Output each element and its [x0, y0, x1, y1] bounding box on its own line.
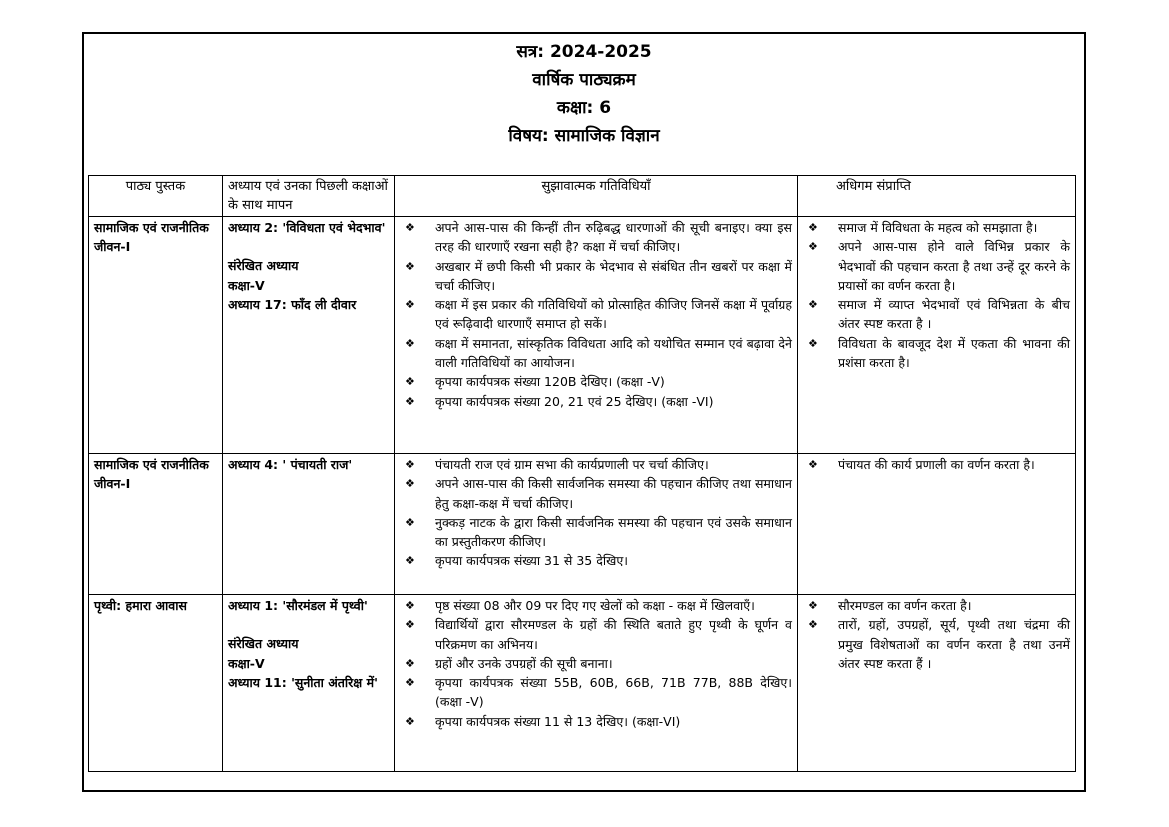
linked-heading: संरेखित अध्याय: [228, 636, 299, 652]
list-item: ❖ पंचायत की कार्य प्रणाली का वर्णन करता है।: [806, 455, 1070, 474]
textbook-cell: सामाजिक एवं राजनीतिक जीवन-I: [89, 217, 223, 454]
header-textbook: पाठ्य पुस्तक: [89, 176, 223, 217]
list-item: ❖ अपने आस-पास की किन्हीं तीन रुढ़िबद्ध धारणाओं की सूची बनाइए। क्या इस तरह की धारणाएँ रखना सही है? कक्षा में चर्चा कीजिए।: [403, 218, 792, 257]
list-item: ❖ कृपया कार्यपत्रक संख्या 55B, 60B, 66B, 71B 77B, 88B देखिए। (कक्षा -V): [403, 673, 792, 712]
outcomes-cell: [798, 454, 1076, 595]
session-line: सत्र: 2024-2025: [516, 42, 652, 62]
list-item: ❖ समाज में व्याप्त भेदभावों एवं विभिन्नता के बीच अंतर स्पष्ट करता है ।: [806, 295, 1070, 334]
list-item: ❖ सौरमण्डल का वर्णन करता है।: [806, 596, 1070, 615]
chapter-title: अध्याय 4: ' पंचायती राज': [228, 457, 353, 472]
chapter-title: अध्याय 2: 'विविधता एवं भेदभाव': [228, 220, 386, 235]
class-line: कक्षा: 6: [556, 98, 612, 118]
list-item: ❖ अपने आस-पास होने वाले विभिन्न प्रकार के भेदभावों की पहचान करता है तथा उन्हें दूर करने के प्रयासों का वर्णन करता है।: [806, 237, 1070, 295]
table-header-row: [89, 176, 1076, 217]
header-outcomes: अधिगम संप्राप्ति: [798, 176, 1076, 217]
chapter-cell: [223, 217, 395, 454]
table-row: [89, 217, 1076, 454]
textbook-cell: सामाजिक एवं राजनीतिक जीवन-I: [89, 454, 223, 595]
list-item: ❖ कृपया कार्यपत्रक संख्या 120B देखिए। (कक्षा -V): [403, 372, 792, 391]
linked-chapter: अध्याय 17: फाँद ली दीवार: [228, 296, 357, 312]
chapter-cell: [223, 454, 395, 595]
list-item: ❖ कृपया कार्यपत्रक संख्या 11 से 13 देखिए। (कक्षा-VI): [403, 712, 792, 731]
subject-line: विषय: सामाजिक विज्ञान: [508, 126, 660, 146]
textbook-cell: पृथ्वी: हमारा आवास: [89, 595, 223, 772]
linked-class: कक्षा-V: [228, 655, 265, 671]
list-item: ❖ तारों, ग्रहों, उपग्रहों, सूर्य, पृथ्वी तथा चंद्रमा की प्रमुख विशेषताओं का वर्णन करता है तथा उनमें अंतर स्पष्ट करता हैं ।: [806, 615, 1070, 673]
list-item: ❖ पृष्ठ संख्या 08 और 09 पर दिए गए खेलों को कक्षा - कक्ष में खिलवाएँ।: [403, 596, 792, 615]
outcomes-cell: [798, 595, 1076, 772]
activities-cell: [395, 595, 798, 772]
linked-heading: संरेखित अध्याय: [228, 258, 299, 274]
table-row: [89, 454, 1076, 595]
header-activities: सुझावात्मक गतिविधियाँ: [395, 176, 798, 217]
list-item: ❖ ग्रहों और उनके उपग्रहों की सूची बनाना।: [403, 654, 792, 673]
chapter-cell: [223, 595, 395, 772]
list-item: ❖ कक्षा में समानता, सांस्कृतिक विविधता आदि को यथोचित सम्मान एवं बढ़ावा देने वाली गतिविधियों का आयोजन।: [403, 334, 792, 373]
activities-cell: [395, 454, 798, 595]
document-header: [84, 38, 1084, 150]
syllabus-table: [88, 175, 1076, 772]
list-item: ❖ कृपया कार्यपत्रक संख्या 20, 21 एवं 25 देखिए। (कक्षा -VI): [403, 392, 792, 411]
list-item: ❖ कक्षा में इस प्रकार की गतिविधियों को प्रोत्साहित कीजिए जिनसें कक्षा में पूर्वाग्रह एवं रूढ़िवादी धारणाएँ समाप्त हो सकें।: [403, 295, 792, 334]
document-title: वार्षिक पाठ्यक्रम: [532, 70, 636, 90]
linked-class: कक्षा-V: [228, 277, 265, 293]
list-item: ❖ अपने आस-पास की किसी सार्वजनिक समस्या की पहचान कीजिए तथा समाधान हेतु कक्षा-कक्ष में चर्चा कीजिए।: [403, 474, 792, 513]
list-item: ❖ कृपया कार्यपत्रक संख्या 31 से 35 देखिए।: [403, 551, 792, 570]
outcomes-cell: [798, 217, 1076, 454]
list-item: ❖ पंचायती राज एवं ग्राम सभा की कार्यप्रणाली पर चर्चा कीजिए।: [403, 455, 792, 474]
list-item: ❖ समाज में विविधता के महत्व को समझाता है।: [806, 218, 1070, 237]
table-row: [89, 595, 1076, 772]
list-item: ❖ विविधता के बावजूद देश में एकता की भावना की प्रशंसा करता है।: [806, 334, 1070, 373]
list-item: ❖ अखबार में छपी किसी भी प्रकार के भेदभाव से संबंधित तीन खबरों पर कक्षा में चर्चा कीजिए।: [403, 257, 792, 296]
list-item: ❖ नुक्कड़ नाटक के द्वारा किसी सार्वजनिक समस्या की पहचान एवं उसके समाधान का प्रस्तुतीकरण कीजिए।: [403, 513, 792, 552]
linked-chapter: अध्याय 11: 'सुनीता अंतरिक्ष में': [228, 674, 378, 690]
activities-cell: [395, 217, 798, 454]
chapter-title: अध्याय 1: 'सौरमंडल में पृथ्वी': [228, 598, 368, 613]
list-item: ❖ विद्यार्थियों द्वारा सौरमण्डल के ग्रहों की स्थिति बताते हुए पृथ्वी के घूर्णन व परिक्रमण का अभिनय।: [403, 615, 792, 654]
header-chapter: अध्याय एवं उनका पिछली कक्षाओं के साथ मापन: [223, 176, 395, 217]
